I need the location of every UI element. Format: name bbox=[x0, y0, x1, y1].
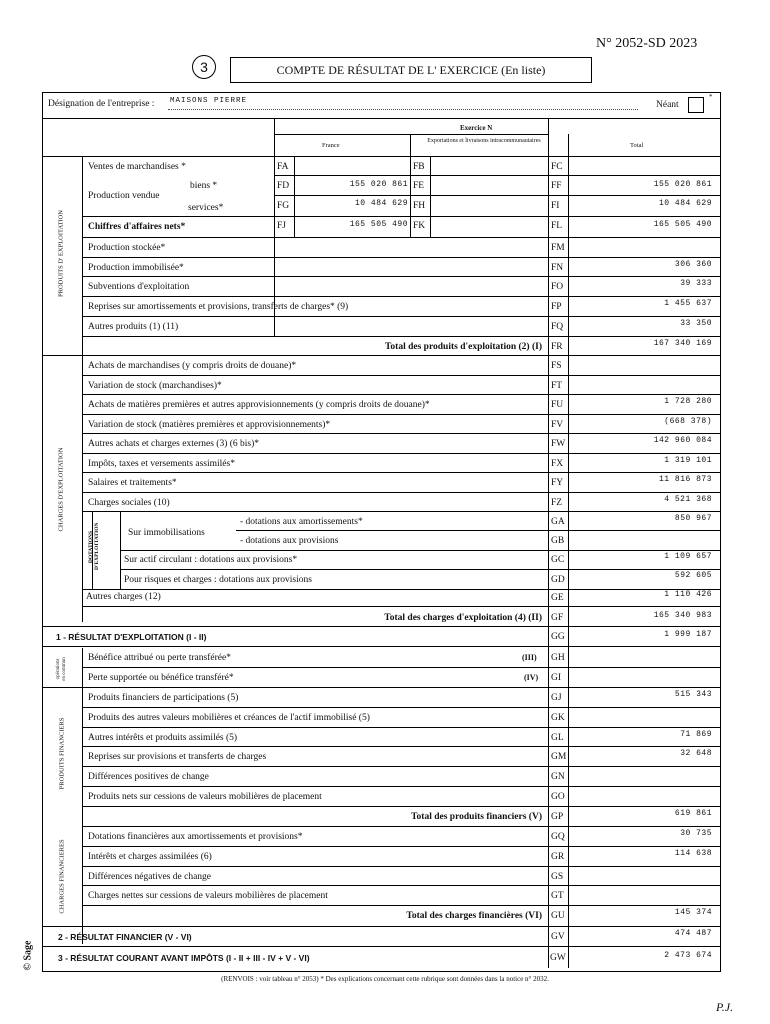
row-divider bbox=[82, 826, 721, 827]
sage-mark: © Sage bbox=[22, 940, 34, 971]
row-divider bbox=[82, 394, 721, 395]
neant-checkbox[interactable] bbox=[688, 97, 704, 113]
value-gw: 2 473 674 bbox=[664, 951, 712, 960]
dotations-label-2: D'EXPLOITATION bbox=[94, 522, 100, 570]
perte-ref: (IV) bbox=[524, 673, 539, 682]
row-code: FY bbox=[551, 478, 564, 488]
code-ge: GE bbox=[551, 593, 564, 603]
row-label: Impôts, taxes et versements assimilés* bbox=[88, 458, 235, 469]
row-label: Charges sociales (10) bbox=[88, 497, 170, 508]
operations-label-2: en commun bbox=[62, 657, 67, 681]
row-code: FM bbox=[551, 243, 565, 253]
code-gc: GC bbox=[551, 555, 565, 565]
row-code: GP bbox=[551, 811, 564, 822]
code-fd: FD bbox=[277, 181, 290, 191]
code-fe: FE bbox=[413, 181, 425, 191]
neant-label: Néant bbox=[656, 100, 679, 110]
row-label: Achats de marchandises (y compris droits de douane)* bbox=[88, 361, 297, 371]
pj-mark: P.J. bbox=[716, 1000, 734, 1014]
row-code: FN bbox=[551, 262, 564, 273]
code-gf: GF bbox=[551, 613, 564, 623]
row-code: GS bbox=[551, 871, 564, 882]
row-value: (668 378) bbox=[664, 416, 712, 426]
row-divider bbox=[82, 766, 721, 767]
row-label: Production immobilisée* bbox=[88, 262, 184, 273]
row-label: Charges nettes sur cessions de valeurs mobilières de placement bbox=[88, 891, 328, 902]
row-divider bbox=[82, 414, 721, 415]
form-title: COMPTE DE RÉSULTAT DE L' EXERCICE (En liste) bbox=[230, 57, 592, 83]
code-fk: FK bbox=[413, 221, 426, 231]
row-code: FQ bbox=[551, 321, 564, 332]
col-export: Exportations et livraisons intracommunautaires bbox=[427, 138, 541, 144]
row-label: Reprises sur provisions et transferts de charges bbox=[88, 752, 267, 763]
value-gv: 474 487 bbox=[674, 929, 712, 938]
company-name: MAISONS PIERRE bbox=[170, 97, 248, 105]
risques-label: Pour risques et charges : dotations aux provisions bbox=[124, 575, 312, 585]
row-code: FU bbox=[551, 400, 564, 410]
amort-label: - dotations aux amortissements* bbox=[240, 517, 363, 527]
row-value: 142 960 084 bbox=[653, 436, 712, 445]
row-divider bbox=[82, 866, 721, 867]
value-fl: 165 505 490 bbox=[653, 220, 712, 229]
row-divider bbox=[82, 746, 721, 747]
value-ga: 850 967 bbox=[674, 514, 712, 523]
ventes-label: Ventes de marchandises * bbox=[88, 162, 186, 172]
row-value: 1 728 280 bbox=[664, 397, 712, 406]
row-label: Dotations financières aux amortissements et provisions* bbox=[88, 832, 303, 842]
code-gh: GH bbox=[551, 653, 565, 663]
row-label: Variation de stock (marchandises)* bbox=[88, 380, 222, 391]
row-value: 39 333 bbox=[680, 279, 712, 289]
code-gi: GI bbox=[551, 673, 562, 683]
value-gc: 1 109 657 bbox=[664, 552, 712, 561]
neant-asterisk: * bbox=[709, 93, 713, 101]
operations-label-1: opérations bbox=[56, 658, 61, 680]
ca-label: Chiffres d'affaires nets* bbox=[88, 222, 186, 232]
code-fa: FA bbox=[277, 162, 289, 172]
form-number: N° 2052-SD 2023 bbox=[596, 36, 698, 51]
row-label: Production stockée* bbox=[88, 243, 166, 253]
row-divider bbox=[82, 492, 721, 493]
code-fj: FJ bbox=[277, 221, 286, 231]
row-value: 1 319 101 bbox=[664, 455, 712, 465]
value-ff: 155 020 861 bbox=[653, 180, 712, 189]
code-gv: GV bbox=[551, 932, 565, 942]
row-code: FO bbox=[551, 282, 564, 293]
dotations-label-1: DOTATIONS bbox=[88, 530, 94, 564]
row-label: Différences négatives de change bbox=[88, 871, 211, 882]
immobilisations-label: Sur immobilisations bbox=[128, 528, 205, 538]
row-label: Subventions d'exploitation bbox=[88, 282, 190, 293]
row-value: 71 869 bbox=[680, 729, 712, 739]
row-divider bbox=[82, 806, 721, 807]
row-label: Total des produits d'exploitation (2) (I) bbox=[384, 341, 542, 352]
resultat-courant-label: 3 - RÉSULTAT COURANT AVANT IMPÔTS (I - II + III - IV + V - VI) bbox=[58, 953, 310, 963]
row-code: FT bbox=[551, 380, 563, 391]
value-fi: 10 484 629 bbox=[658, 199, 712, 208]
row-code: GU bbox=[551, 911, 565, 922]
row-value: 114 638 bbox=[674, 848, 712, 858]
row-label: Autres intérêts et produits assimilés (5) bbox=[88, 732, 238, 743]
value-fg: 10 484 629 bbox=[354, 199, 408, 208]
prov-label: - dotations aux provisions bbox=[240, 536, 339, 546]
row-divider bbox=[82, 846, 721, 847]
row-code: FP bbox=[551, 302, 562, 313]
value-gd: 592 605 bbox=[674, 571, 712, 580]
row-divider bbox=[82, 375, 721, 376]
total-charges-label: Total des charges d'exploitation (4) (II) bbox=[384, 613, 542, 623]
row-code: GO bbox=[551, 792, 565, 802]
row-label: Autres achats et charges externes (3) (6 bis)* bbox=[88, 439, 260, 449]
row-label: Différences positives de change bbox=[88, 772, 209, 783]
row-value: 306 360 bbox=[674, 259, 712, 269]
row-divider bbox=[82, 257, 721, 258]
col-france: France bbox=[322, 142, 340, 149]
row-value: 30 735 bbox=[680, 829, 712, 838]
row-divider bbox=[82, 433, 721, 434]
code-fc: FC bbox=[551, 162, 563, 172]
row-label: Salaires et traitements* bbox=[88, 478, 177, 488]
code-ga: GA bbox=[551, 517, 565, 527]
services-label: services* bbox=[188, 203, 224, 213]
row-value: 4 521 368 bbox=[664, 494, 712, 504]
row-divider bbox=[82, 786, 721, 787]
row-label: Intérêts et charges assimilées (6) bbox=[88, 851, 212, 862]
row-code: GM bbox=[551, 752, 567, 763]
row-value: 167 340 169 bbox=[653, 338, 712, 348]
code-gg: GG bbox=[551, 632, 565, 642]
row-value: 32 648 bbox=[680, 749, 712, 759]
row-divider bbox=[82, 296, 721, 297]
perte-label: Perte supportée ou bénéfice transféré* bbox=[88, 673, 234, 683]
resultat-financier-label: 2 - RÉSULTAT FINANCIER (V - VI) bbox=[58, 932, 192, 942]
row-code: GL bbox=[551, 732, 564, 743]
row-label: Total des charges financières (VI) bbox=[406, 911, 542, 922]
row-divider bbox=[82, 472, 721, 473]
row-divider bbox=[82, 336, 721, 337]
section-produits-financiers: PRODUITS FINANCIERS bbox=[58, 717, 66, 790]
row-label: Achats de matières premières et autres approvisionnements (y compris droits de douane)* bbox=[88, 400, 430, 410]
row-label: Produits des autres valeurs mobilières et créances de l'actif immobilisé (5) bbox=[88, 712, 370, 723]
value-fd: 155 020 861 bbox=[349, 180, 408, 189]
row-value: 619 861 bbox=[674, 808, 712, 818]
section-produits-exploitation: PRODUITS D' EXPLOITATION bbox=[57, 210, 65, 297]
benefice-ref: (III) bbox=[522, 653, 537, 662]
row-code: GJ bbox=[551, 693, 562, 703]
row-label: Produits financiers de participations (5) bbox=[88, 693, 239, 703]
row-code: FR bbox=[551, 341, 563, 352]
code-fg: FG bbox=[277, 201, 290, 211]
row-code: FX bbox=[551, 458, 564, 469]
row-code: GQ bbox=[551, 832, 565, 842]
row-code: GK bbox=[551, 712, 565, 723]
value-gg: 1 999 187 bbox=[664, 630, 712, 639]
row-code: FW bbox=[551, 439, 566, 449]
row-value: 145 374 bbox=[674, 908, 712, 918]
benefice-label: Bénéfice attribué ou perte transférée* bbox=[88, 653, 231, 663]
code-ff: FF bbox=[551, 181, 562, 191]
row-divider bbox=[82, 905, 721, 906]
row-divider bbox=[82, 727, 721, 728]
code-fi: FI bbox=[551, 201, 560, 211]
code-fh: FH bbox=[413, 201, 426, 211]
designation-label: Désignation de l'entreprise : bbox=[48, 99, 155, 109]
value-fj: 165 505 490 bbox=[349, 220, 408, 229]
row-value: 33 350 bbox=[680, 318, 712, 328]
row-label: Produits nets sur cessions de valeurs mobilières de placement bbox=[88, 792, 322, 802]
row-value: 11 816 873 bbox=[658, 475, 712, 484]
exercice-label: Exercice N bbox=[460, 124, 493, 132]
row-code: GR bbox=[551, 851, 565, 862]
row-divider bbox=[82, 511, 721, 512]
row-code: GT bbox=[551, 891, 564, 902]
code-gw: GW bbox=[550, 953, 566, 963]
row-label: Autres produits (1) (11) bbox=[88, 321, 179, 332]
code-fb: FB bbox=[413, 162, 425, 172]
row-code: GN bbox=[551, 772, 565, 783]
actif-label: Sur actif circulant : dotations aux provisions* bbox=[124, 555, 298, 565]
row-divider bbox=[82, 453, 721, 454]
autres-charges-label: Autres charges (12) bbox=[86, 592, 161, 602]
row-code: FS bbox=[551, 361, 562, 371]
row-code: FV bbox=[551, 419, 564, 430]
code-fl: FL bbox=[551, 221, 563, 231]
row-label: Variation de stock (matières premières et approvisionnements)* bbox=[88, 419, 331, 430]
row-divider bbox=[82, 707, 721, 708]
row-label: Total des produits financiers (V) bbox=[411, 811, 542, 822]
row-value: 1 455 637 bbox=[664, 299, 712, 309]
value-gf: 165 340 983 bbox=[653, 611, 712, 620]
code-gb: GB bbox=[551, 536, 565, 546]
biens-label: biens * bbox=[190, 181, 218, 191]
page-number: 3 bbox=[192, 55, 216, 79]
section-charges-financieres: CHARGES FINANCIERES bbox=[58, 839, 66, 914]
section-charges-exploitation: CHARGES D'EXPLOITATION bbox=[57, 447, 65, 532]
col-total: Total bbox=[630, 142, 644, 149]
row-label: Reprises sur amortissements et provisions, transferts de charges* (9) bbox=[88, 302, 349, 313]
row-divider bbox=[82, 316, 721, 317]
row-divider bbox=[82, 276, 721, 277]
row-value: 515 343 bbox=[674, 690, 712, 699]
production-vendue-label: Production vendue bbox=[88, 191, 160, 201]
value-ge: 1 110 426 bbox=[664, 590, 712, 599]
row-code: FZ bbox=[551, 497, 563, 508]
renvois-note: (RENVOIS : voir tableau n° 2053) * Des explications concernant cette rubrique sont données dans la notice n° 2032. bbox=[221, 975, 549, 983]
code-gd: GD bbox=[551, 575, 565, 585]
row-divider bbox=[82, 885, 721, 886]
resultat-exploitation-label: 1 - RÉSULTAT D'EXPLOITATION (I - II) bbox=[56, 632, 207, 642]
